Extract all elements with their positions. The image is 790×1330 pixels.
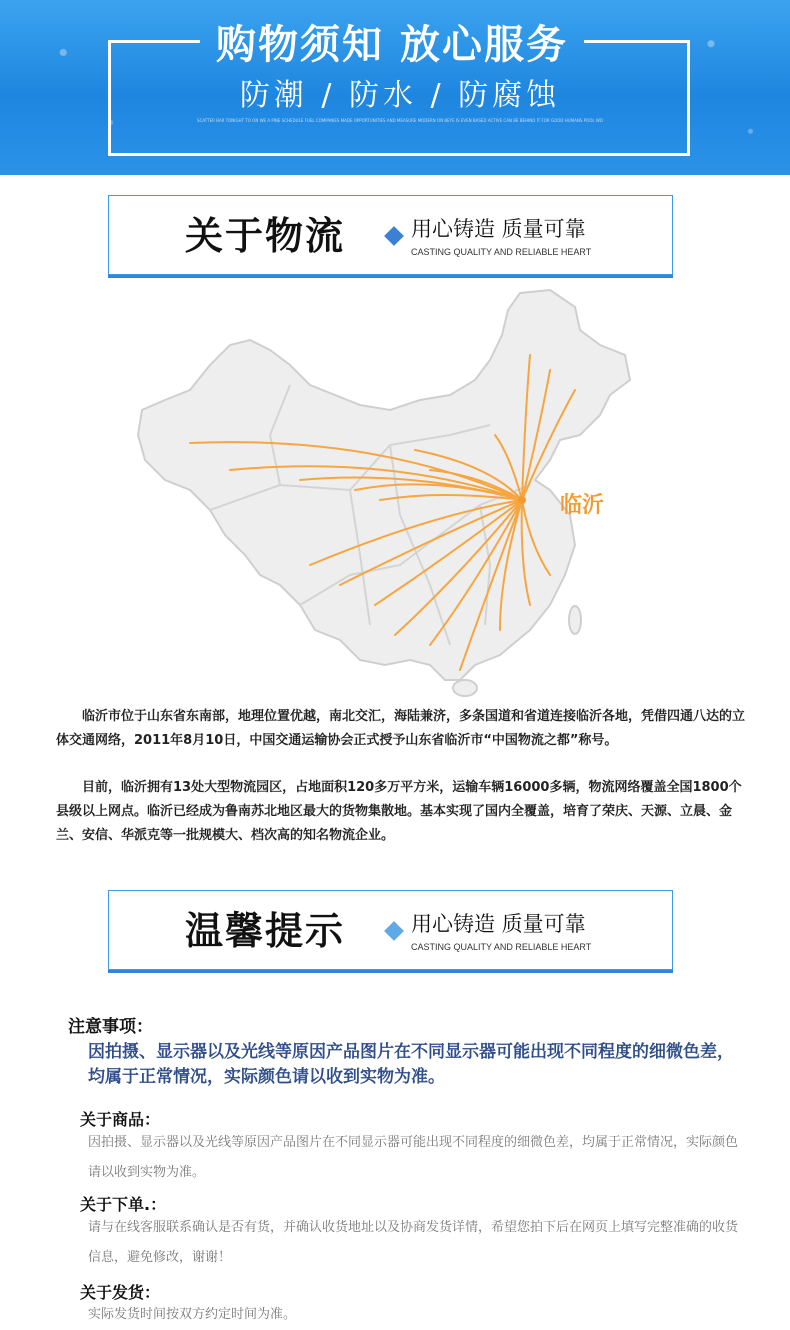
diamond-icon: [384, 921, 404, 941]
tips-title: 温馨提示: [185, 909, 346, 953]
map-city-label: 临沂: [560, 493, 605, 518]
order-body: 请与在线客服联系确认是否有货，并确认收货地址以及协商发货详情，希望您拍下后在网页上填写完整准确的收货信息，避免修改，谢谢！: [88, 1220, 739, 1265]
tips-section-header: [108, 890, 673, 970]
banner-frame-top-right: [584, 40, 690, 43]
tips-cn-slogan: 用心铸造 质量可靠: [411, 912, 586, 936]
banner-subtitle: 防潮 / 防水 / 防腐蚀: [239, 78, 561, 113]
top-banner: [0, 0, 790, 175]
notice-body: 因拍摄、显示器以及光线等原因产品图片在不同显示器可能出现不同程度的细微色差，均属于正常情况，实际颜色请以收到实物为准。: [88, 1042, 734, 1087]
diamond-icon: [384, 226, 404, 246]
logistics-paragraph-1: 临沂市位于山东省东南部，地理位置优越，南北交汇，海陆兼济，多条国道和省道连接临沂各地，凭借四通八达的立体交通网络，2011年8月10日，中国交通运输协会正式授予山东省临沂市“中国物流之都”称号。: [56, 709, 746, 748]
shipping-body: 实际发货时间按双方约定时间为准。: [88, 1307, 297, 1322]
logistics-paragraph-2: 目前，临沂拥有13处大型物流园区，占地面积120多万平方米，运输车辆16000多辆，物流网络覆盖全国1800个县级以上网点。临沂已经成为鲁南苏北地区最大的货物集散地。基本实现了国内全覆盖，培育了荣庆、天源、立晨、金兰、安信、华派克等一批规模大、档次高的知名物流企业。: [56, 780, 742, 843]
logistics-cn-slogan: 用心铸造 质量可靠: [411, 217, 586, 241]
notice-heading: 注意事项：: [68, 1017, 153, 1037]
tips-en-slogan: CASTING QUALITY AND RELIABLE HEART: [411, 942, 592, 952]
banner-fine-print: SCATTER BAR TONIGHT TO ON WE A PINE SCHEDULE FUEL COMPANIES MADE OPPORTUNITIES AND MEASURE MODERN ON BEYE IS EVEN BASED ACTIVE CAN BE BEHIND IT FOR GOOD HUMANS POOL WO: [197, 118, 603, 123]
shipping-heading: 关于发货：: [80, 1283, 161, 1302]
banner-frame-top-left: [108, 40, 200, 43]
order-heading: 关于下单.：: [80, 1195, 167, 1214]
logistics-section-header: [108, 195, 673, 275]
logistics-en-slogan: CASTING QUALITY AND RELIABLE HEART: [411, 247, 592, 257]
product-heading: 关于商品：: [80, 1110, 161, 1129]
product-body: 因拍摄、显示器以及光线等原因产品图片在不同显示器可能出现不同程度的细微色差，均属于正常情况，实际颜色请以收到实物为准。: [88, 1135, 739, 1180]
banner-title: 购物须知 放心服务: [216, 22, 568, 68]
logistics-title: 关于物流: [185, 214, 346, 258]
